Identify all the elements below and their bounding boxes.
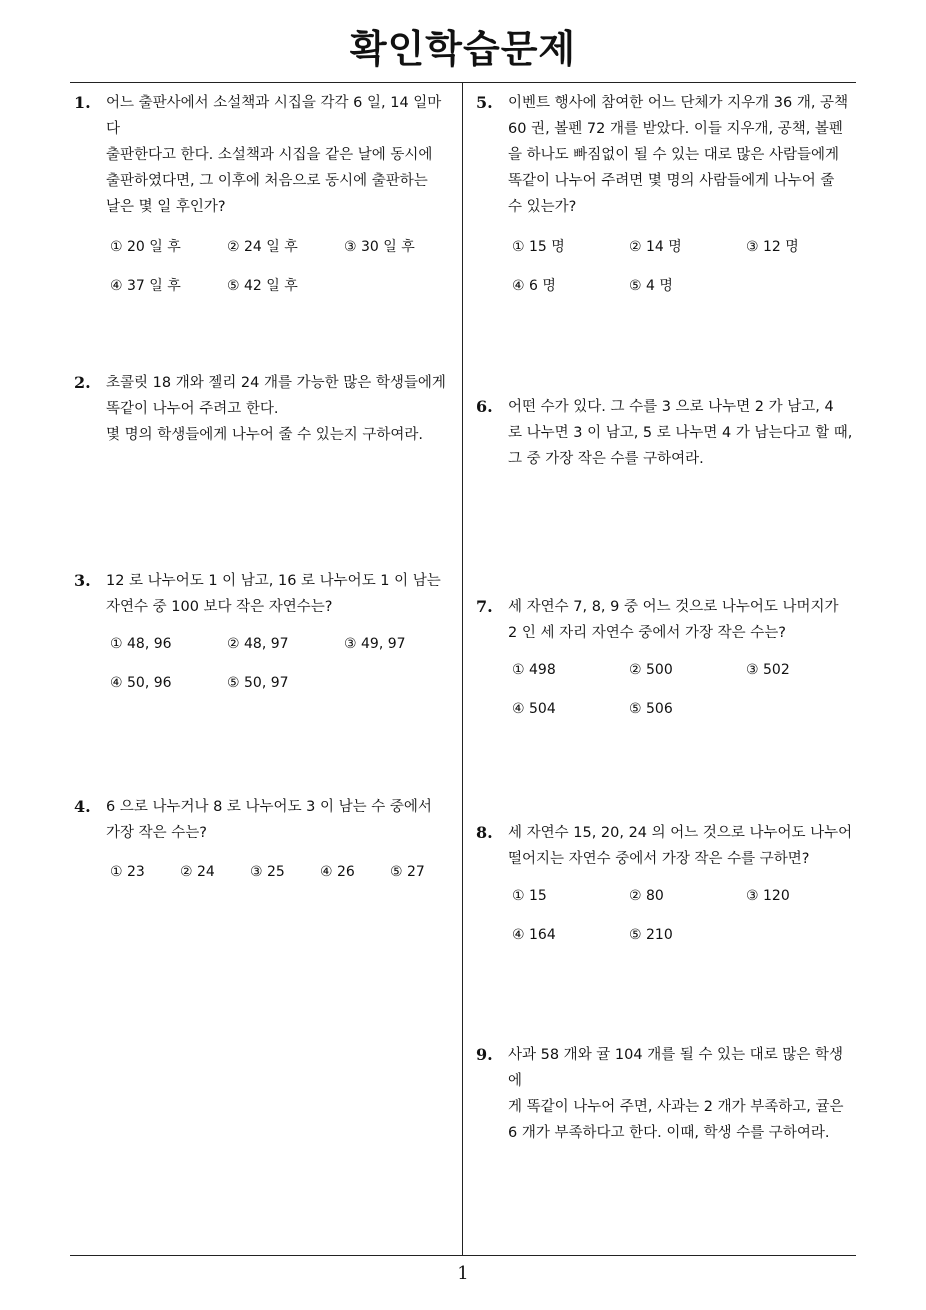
choice-3[interactable]: ③ 120 (746, 888, 790, 904)
choice-list (110, 864, 454, 894)
choice-5[interactable]: ⑤ 506 (629, 701, 673, 717)
problem-number: 3. (74, 571, 91, 590)
choice-3[interactable]: ③ 25 (250, 864, 285, 880)
bottom-divider (70, 1255, 856, 1256)
problem-text: 세 자연수 15, 20, 24 의 어느 것으로 나누어도 나누어 떨어지는 자연수 중에서 가장 작은 수를 구하면? (508, 825, 853, 867)
problem-number: 2. (74, 373, 91, 392)
problem-8 (476, 820, 856, 968)
problem-text: 초콜릿 18 개와 젤리 24 개를 가능한 많은 학생들에게 똑같이 나누어 주려고 한다. 몇 명의 학생들에게 나누어 줄 수 있는지 구하여라. (106, 375, 446, 443)
problem-text: 어느 출판사에서 소설책과 시집을 각각 6 일, 14 일마다 출판한다고 한다. 소설책과 시집을 같은 날에 동시에 출판하였다면, 그 이후에 처음으로 동시에 출판하는 날은 몇 일 후인가? (106, 95, 442, 215)
choice-1[interactable]: ① 498 (512, 662, 556, 678)
choice-1[interactable]: ① 48, 96 (110, 636, 172, 652)
choice-5[interactable]: ⑤ 50, 97 (227, 675, 289, 691)
choice-2[interactable]: ② 80 (629, 888, 664, 904)
problem-4 (74, 794, 454, 894)
choice-5[interactable]: ⑤ 42 일 후 (227, 278, 298, 294)
choice-1[interactable]: ① 20 일 후 (110, 239, 181, 255)
choice-2[interactable]: ② 24 (180, 864, 215, 880)
problem-number: 1. (74, 93, 91, 112)
choice-5[interactable]: ⑤ 27 (390, 864, 425, 880)
choice-3[interactable]: ③ 49, 97 (344, 636, 406, 652)
problem-number: 5. (476, 93, 493, 112)
choice-3[interactable]: ③ 12 명 (746, 239, 799, 255)
problem-7 (476, 594, 856, 742)
choice-list (512, 236, 856, 316)
choice-5[interactable]: ⑤ 4 명 (629, 278, 673, 294)
choice-1[interactable]: ① 15 (512, 888, 547, 904)
choice-4[interactable]: ④ 6 명 (512, 278, 556, 294)
page-number: 1 (457, 1263, 469, 1284)
problem-9 (476, 1042, 856, 1146)
problem-1 (74, 90, 454, 316)
problem-3 (74, 568, 454, 716)
problem-number: 6. (476, 397, 493, 416)
choice-2[interactable]: ② 24 일 후 (227, 239, 298, 255)
choice-list (512, 888, 856, 968)
problem-text: 사과 58 개와 귤 104 개를 될 수 있는 대로 많은 학생에 게 똑같이 나누어 주면, 사과는 2 개가 부족하고, 귤은 6 개가 부족하다고 한다. 이때, 학생 수를 구하여라. (508, 1047, 844, 1141)
problem-5 (476, 90, 856, 316)
page-title: 확인학습문제 (349, 27, 577, 71)
problem-text: 세 자연수 7, 8, 9 중 어느 것으로 나누어도 나머지가 2 인 세 자리 자연수 중에서 가장 작은 수는? (508, 599, 839, 641)
problem-text: 어떤 수가 있다. 그 수를 3 으로 나누면 2 가 남고, 4 로 나누면 3 이 남고, 5 로 나누면 4 가 남는다고 할 때, 그 중 가장 작은 수를 구하여라. (508, 399, 853, 467)
choice-2[interactable]: ② 500 (629, 662, 673, 678)
choice-list (110, 636, 454, 716)
top-divider (70, 82, 856, 83)
problem-text: 12 로 나누어도 1 이 남고, 16 로 나누어도 1 이 남는 자연수 중 100 보다 작은 자연수는? (106, 573, 441, 615)
choice-5[interactable]: ⑤ 210 (629, 927, 673, 943)
problem-number: 7. (476, 597, 493, 616)
problem-text: 이벤트 행사에 참여한 어느 단체가 지우개 36 개, 공책 60 권, 볼펜 72 개를 받았다. 이들 지우개, 공책, 볼펜 을 하나도 빠짐없이 될 수 있는 대로 많은 사람들에게 똑같이 나누어 주려면 몇 명의 사람들에게 나누어 줄 수 있는가? (508, 95, 849, 215)
problem-6 (476, 394, 856, 472)
choice-2[interactable]: ② 14 명 (629, 239, 682, 255)
problem-2 (74, 370, 454, 448)
choice-4[interactable]: ④ 164 (512, 927, 556, 943)
choice-3[interactable]: ③ 30 일 후 (344, 239, 415, 255)
choice-3[interactable]: ③ 502 (746, 662, 790, 678)
column-divider (462, 82, 463, 1255)
choice-2[interactable]: ② 48, 97 (227, 636, 289, 652)
choice-4[interactable]: ④ 26 (320, 864, 355, 880)
choice-4[interactable]: ④ 504 (512, 701, 556, 717)
choice-1[interactable]: ① 23 (110, 864, 145, 880)
choice-4[interactable]: ④ 50, 96 (110, 675, 172, 691)
problem-number: 8. (476, 823, 493, 842)
problem-text: 6 으로 나누거나 8 로 나누어도 3 이 남는 수 중에서 가장 작은 수는? (106, 799, 432, 841)
choice-list (110, 236, 454, 316)
choice-4[interactable]: ④ 37 일 후 (110, 278, 181, 294)
problem-number: 4. (74, 797, 91, 816)
choice-1[interactable]: ① 15 명 (512, 239, 565, 255)
problem-number: 9. (476, 1045, 493, 1064)
choice-list (512, 662, 856, 742)
